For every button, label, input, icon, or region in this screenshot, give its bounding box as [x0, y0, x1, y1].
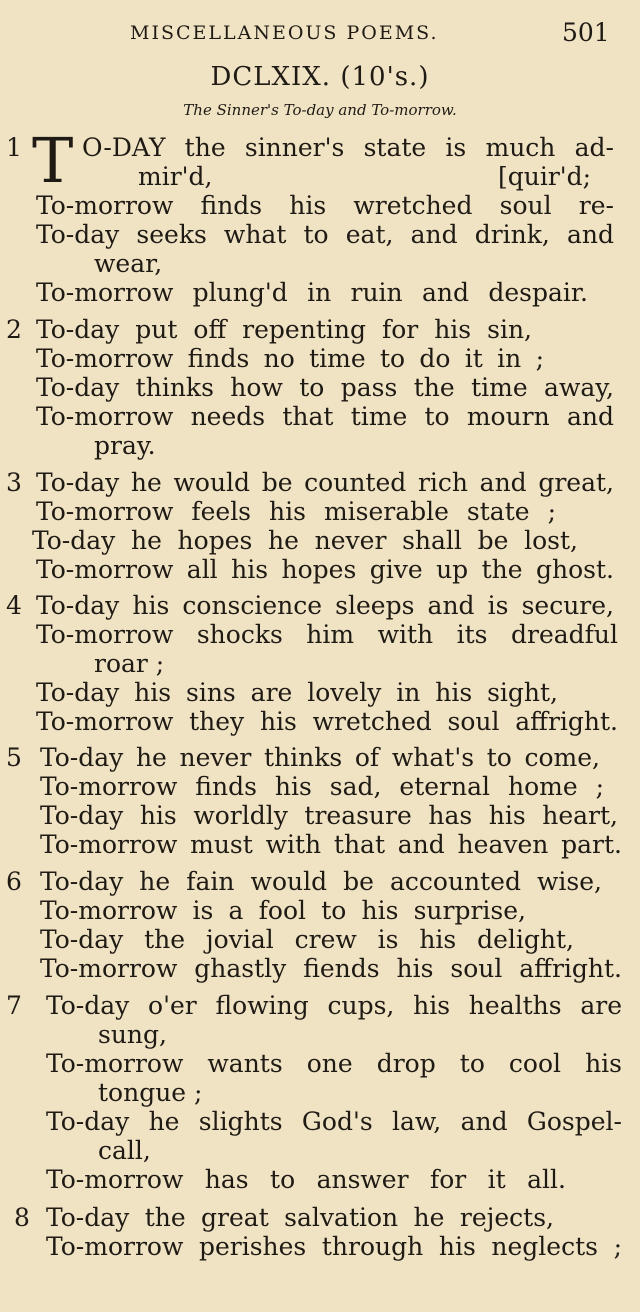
verse-line: O-DAY the sinner's state is much ad-: [82, 133, 614, 162]
verse-line: To-day he never thinks of what's to come,: [40, 743, 600, 772]
running-head: MISCELLANEOUS POEMS.: [130, 22, 439, 44]
verse-line: To-day he fain would be accounted wise,: [40, 867, 602, 896]
verse-line: To-morrow is a fool to his surprise,: [40, 896, 526, 925]
verse-line: To-morrow ghastly fiends his soul affright.: [40, 954, 622, 983]
verse-line: To-morrow finds his sad, eternal home ;: [40, 772, 604, 801]
verse-line: To-day the great salvation he rejects,: [46, 1203, 554, 1232]
verse-line: call,: [98, 1136, 151, 1165]
verse-line: [quir'd;: [498, 162, 592, 191]
page-header: [0, 18, 640, 48]
verse-line: To-morrow they his wretched soul affright.: [36, 707, 618, 736]
verse-line: To-day seeks what to eat, and drink, and: [36, 220, 614, 249]
verse-line: tongue ;: [98, 1078, 203, 1107]
stanza-number: 7: [6, 991, 22, 1020]
verse-line: mir'd,: [138, 162, 213, 191]
verse-line: roar ;: [94, 649, 165, 678]
stanza-number: 4: [6, 591, 22, 620]
verse-line: To-morrow feels his miserable state ;: [36, 497, 556, 526]
verse-line: To-day o'er flowing cups, his healths are: [46, 991, 622, 1020]
verse-line: To-day he would be counted rich and great,: [36, 468, 614, 497]
verse-line: To-morrow all his hopes give up the ghost.: [36, 555, 614, 584]
stanza-number: 6: [6, 867, 22, 896]
verse-line: To-day his conscience sleeps and is secure,: [36, 591, 614, 620]
verse-line: To-day his sins are lovely in his sight,: [36, 678, 558, 707]
hymn-number: DCLXIX. (10's.): [210, 62, 430, 92]
verse-line: To-day his worldly treasure has his heart,: [40, 801, 618, 830]
page-number: 501: [562, 18, 610, 47]
stanza-number: 2: [6, 315, 22, 344]
verse-line: To-morrow must with that and heaven part.: [40, 830, 622, 859]
verse-line: To-morrow plung'd in ruin and despair.: [36, 278, 588, 307]
verse-line: To-day the jovial crew is his delight,: [40, 925, 574, 954]
verse-line: To-day thinks how to pass the time away,: [36, 373, 614, 402]
verse-line: To-morrow wants one drop to cool his: [46, 1049, 622, 1078]
stanza-number: 8: [14, 1203, 30, 1232]
verse-line: wear,: [94, 249, 163, 278]
verse-line: To-morrow needs that time to mourn and: [36, 402, 614, 431]
verse-line: To-morrow perishes through his neglects ;: [46, 1232, 622, 1261]
verse-line: To-day he slights God's law, and Gospel-: [46, 1107, 622, 1136]
stanza-number: 3: [6, 468, 22, 497]
drop-cap: T: [32, 124, 74, 197]
verse-line: To-morrow has to answer for it all.: [46, 1165, 566, 1194]
verse-line: To-morrow finds his wretched soul re-: [36, 191, 614, 220]
stanza-number: 5: [6, 743, 22, 772]
verse-line: sung,: [98, 1020, 167, 1049]
verse-line: To-day he hopes he never shall be lost,: [32, 526, 578, 555]
hymn-title: The Sinner's To-day and To-morrow.: [183, 101, 457, 119]
verse-line: pray.: [94, 431, 156, 460]
stanza-number: 1: [6, 133, 22, 162]
verse-line: To-morrow finds no time to do it in ;: [36, 344, 544, 373]
verse-line: To-day put off repenting for his sin,: [36, 315, 532, 344]
verse-line: To-morrow shocks him with its dreadful: [36, 620, 618, 649]
